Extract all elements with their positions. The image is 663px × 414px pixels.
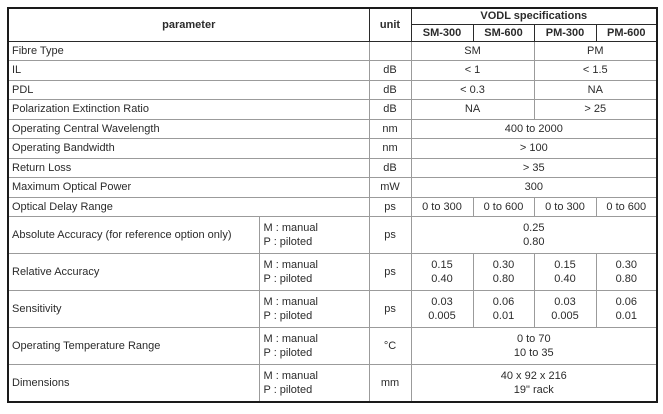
row-operating-central-wavelength (8, 119, 657, 139)
value-cell: > 35 (411, 158, 657, 178)
row-return-loss (8, 158, 657, 178)
row-pdl (8, 80, 657, 100)
header-unit: unit (369, 8, 411, 41)
unit-cell: °C (369, 328, 411, 365)
value-cell: SM (411, 41, 534, 61)
value-cell: 0 to 600 (596, 197, 657, 217)
value-cell (596, 254, 657, 291)
header-col-sm-600: SM-600 (473, 24, 534, 41)
param-label: Dimensions (8, 365, 259, 402)
mode-piloted-label: P : piloted (263, 273, 313, 285)
value-manual: 0.25 (523, 222, 545, 234)
value-piloted: 0.40 (431, 273, 453, 285)
mode-cell (259, 254, 369, 291)
param-label: Operating Central Wavelength (8, 119, 369, 139)
value-cell: NA (411, 100, 534, 120)
row-il (8, 61, 657, 81)
mode-cell (259, 291, 369, 328)
param-label: Return Loss (8, 158, 369, 178)
row-dimensions (8, 365, 657, 402)
value-cell (534, 254, 596, 291)
value-cell: 300 (411, 178, 657, 198)
param-label: Fibre Type (8, 41, 369, 61)
value-cell (411, 254, 473, 291)
unit-cell (369, 41, 411, 61)
mode-piloted-label: P : piloted (263, 347, 313, 359)
value-piloted: 0.80 (492, 273, 515, 285)
unit-cell: ps (369, 291, 411, 328)
value-piloted: 0.01 (492, 310, 515, 322)
value-cell: 400 to 2000 (411, 119, 657, 139)
value-cell (473, 254, 534, 291)
value-piloted: 0.40 (554, 273, 576, 285)
mode-manual-label: M : manual (263, 333, 318, 345)
value-cell: 0 to 300 (534, 197, 596, 217)
value-manual: 0.03 (554, 296, 576, 308)
header-parameter: parameter (8, 8, 369, 41)
row-operating-temperature-range (8, 328, 657, 365)
unit-cell: ps (369, 217, 411, 254)
param-label: Absolute Accuracy (for reference option only) (8, 217, 259, 254)
param-label: Operating Bandwidth (8, 139, 369, 159)
mode-manual-label: M : manual (263, 296, 318, 308)
value-cell (411, 328, 657, 365)
value-cell: < 0.3 (411, 80, 534, 100)
value-cell: 0 to 600 (473, 197, 534, 217)
mode-piloted-label: P : piloted (263, 310, 313, 322)
value-cell (411, 217, 657, 254)
unit-cell: ps (369, 197, 411, 217)
value-cell: < 1.5 (534, 61, 657, 81)
param-label: PDL (8, 80, 369, 100)
param-label: Operating Temperature Range (8, 328, 259, 365)
mode-manual-label: M : manual (263, 369, 318, 382)
value-cell: > 25 (534, 100, 657, 120)
value-piloted: 0.80 (523, 236, 545, 248)
mode-cell (259, 328, 369, 365)
value-cell (534, 291, 596, 328)
value-cell: PM (534, 41, 657, 61)
row-sensitivity (8, 291, 657, 328)
value-manual: 0 to 70 (516, 333, 551, 345)
value-piloted: 19" rack (513, 383, 554, 396)
row-absolute-accuracy (8, 217, 657, 254)
unit-cell: nm (369, 139, 411, 159)
value-cell: > 100 (411, 139, 657, 159)
value-manual: 0.03 (431, 296, 453, 308)
param-label: IL (8, 61, 369, 81)
row-relative-accuracy (8, 254, 657, 291)
row-optical-delay-range (8, 197, 657, 217)
mode-cell (259, 217, 369, 254)
value-cell: NA (534, 80, 657, 100)
vodl-spec-table (7, 7, 658, 403)
value-manual: 0.15 (431, 259, 453, 271)
param-label: Maximum Optical Power (8, 178, 369, 198)
unit-cell: mW (369, 178, 411, 198)
mode-piloted-label: P : piloted (263, 383, 313, 396)
value-cell (411, 291, 473, 328)
value-cell (411, 365, 657, 402)
value-manual: 0.15 (554, 259, 576, 271)
value-piloted: 0.01 (615, 310, 637, 322)
row-maximum-optical-power (8, 178, 657, 198)
value-piloted: 10 to 35 (513, 347, 554, 359)
mode-manual-label: M : manual (263, 259, 318, 271)
value-piloted: 0.005 (428, 310, 456, 322)
header-col-pm-600: PM-600 (596, 24, 657, 41)
row-polarization-extinction-ratio (8, 100, 657, 120)
value-cell (473, 291, 534, 328)
value-manual: 0.06 (492, 296, 515, 308)
unit-cell: nm (369, 119, 411, 139)
value-manual: 0.06 (615, 296, 637, 308)
param-label: Sensitivity (8, 291, 259, 328)
unit-cell: mm (369, 365, 411, 402)
mode-manual-label: M : manual (263, 222, 318, 234)
value-cell: < 1 (411, 61, 534, 81)
value-piloted: 0.005 (551, 310, 579, 322)
row-operating-bandwidth (8, 139, 657, 159)
unit-cell: dB (369, 100, 411, 120)
header-vodl-specifications: VODL specifications (411, 8, 657, 24)
value-manual: 0.30 (615, 259, 637, 271)
param-label: Optical Delay Range (8, 197, 369, 217)
value-piloted: 0.80 (615, 273, 637, 285)
unit-cell: dB (369, 61, 411, 81)
value-cell (596, 291, 657, 328)
unit-cell: dB (369, 158, 411, 178)
header-col-pm-300: PM-300 (534, 24, 596, 41)
value-cell: 0 to 300 (411, 197, 473, 217)
row-fibre-type (8, 41, 657, 61)
param-label: Relative Accuracy (8, 254, 259, 291)
header-col-sm-300: SM-300 (411, 24, 473, 41)
unit-cell: ps (369, 254, 411, 291)
unit-cell: dB (369, 80, 411, 100)
value-manual: 40 x 92 x 216 (500, 369, 567, 382)
param-label: Polarization Extinction Ratio (8, 100, 369, 120)
mode-cell (259, 365, 369, 402)
mode-piloted-label: P : piloted (263, 236, 313, 248)
value-manual: 0.30 (492, 259, 515, 271)
